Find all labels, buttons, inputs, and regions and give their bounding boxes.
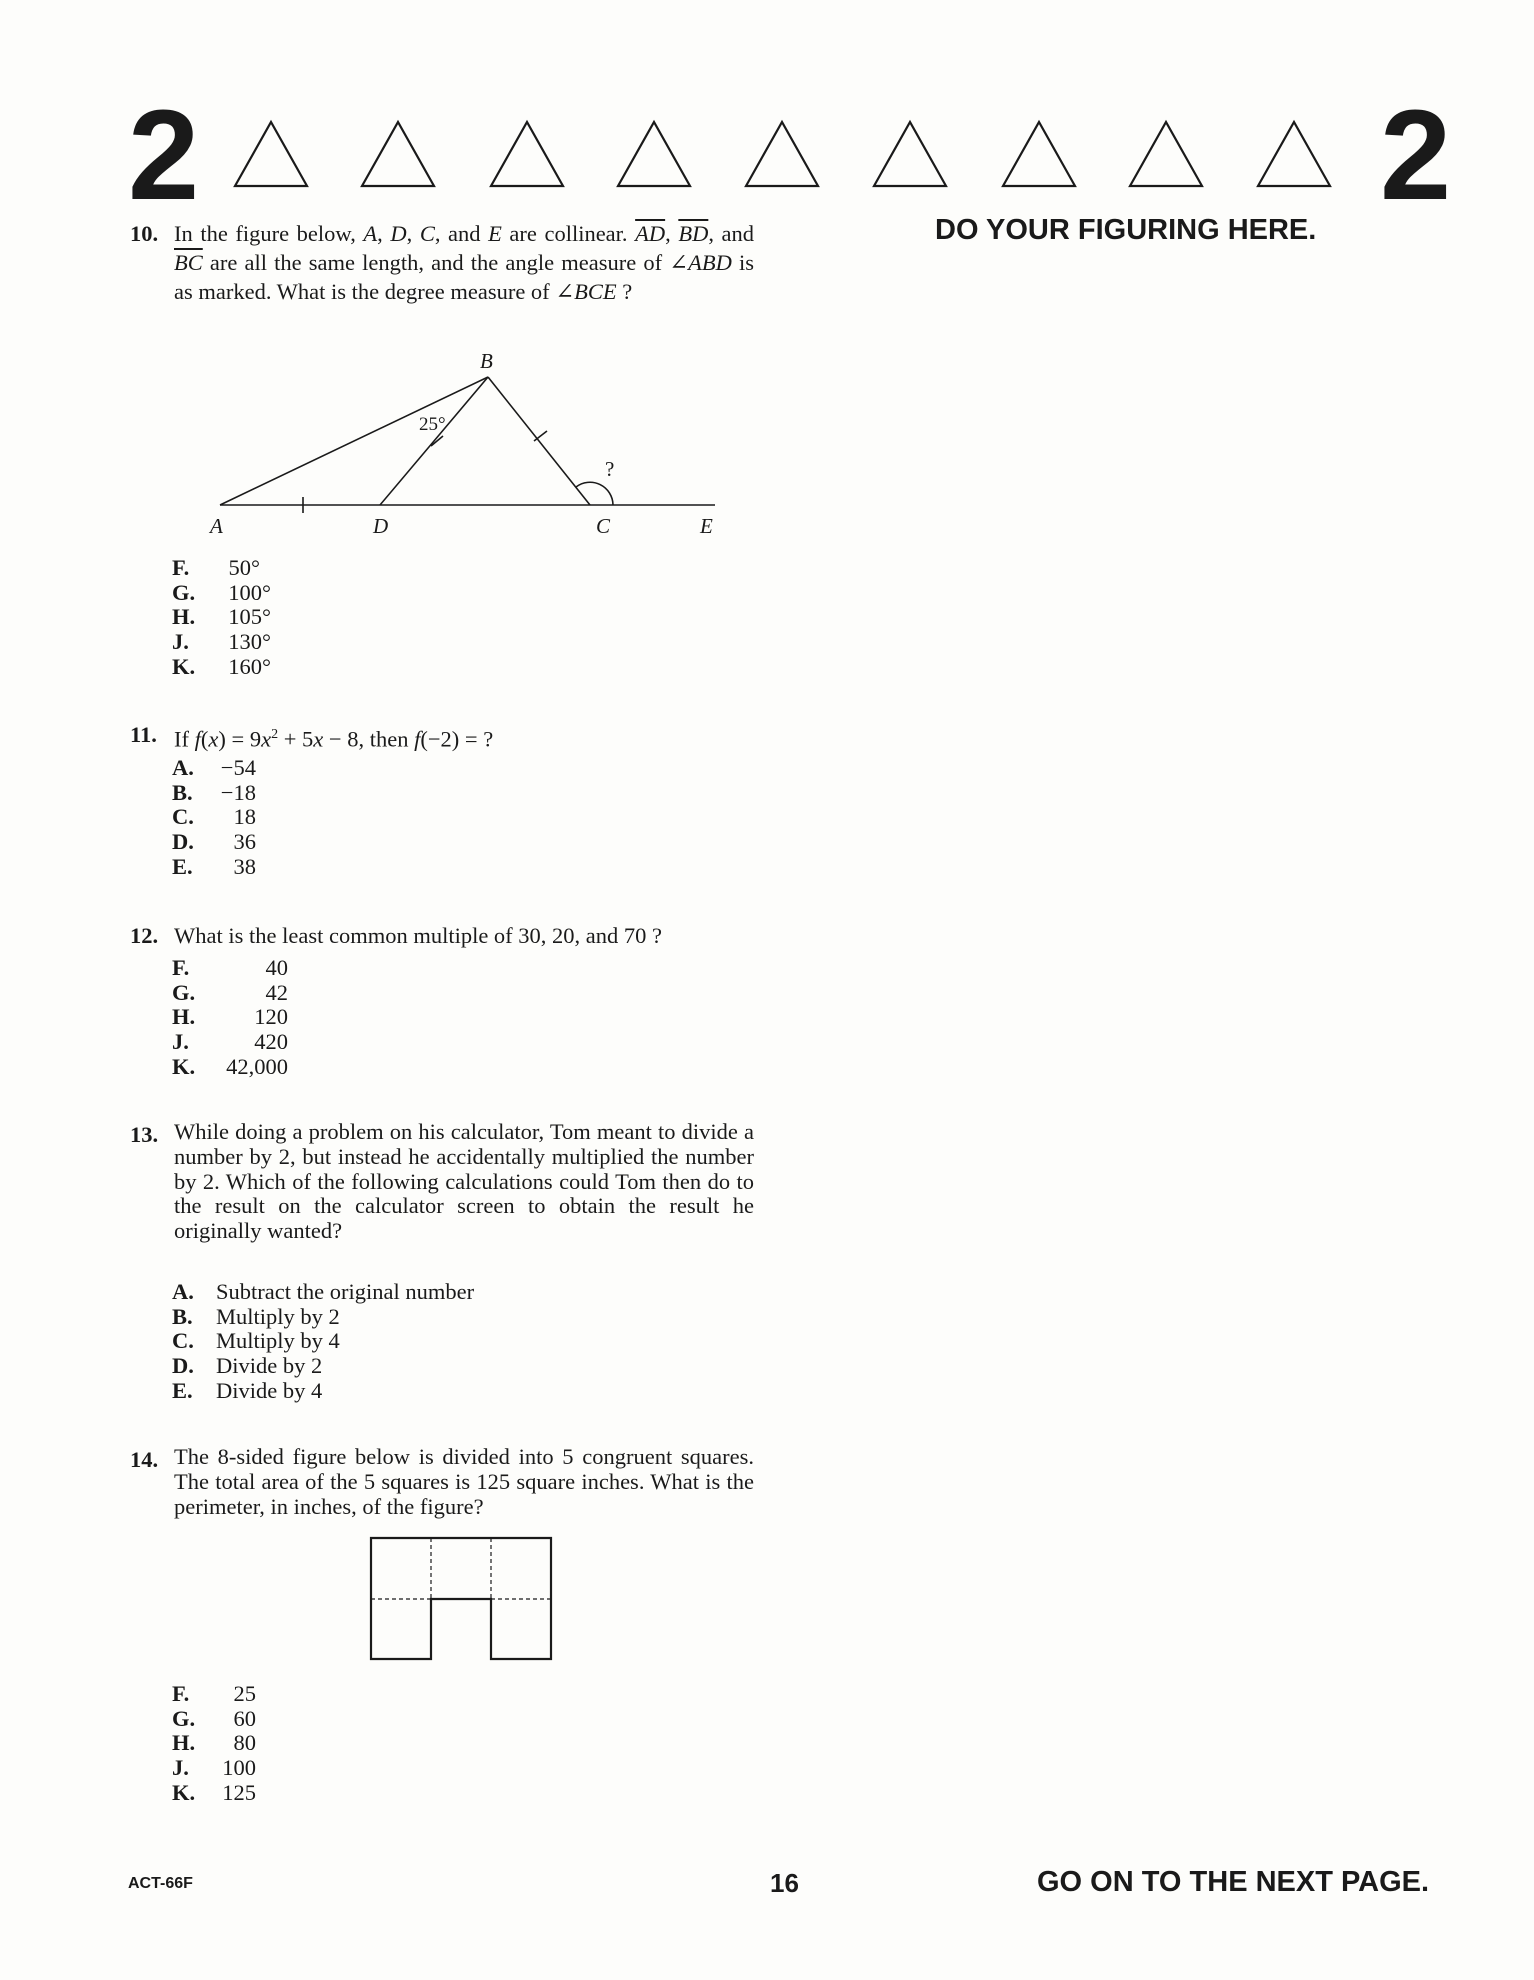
triangle-icon xyxy=(874,122,946,186)
question-stem-11: If $f(x) = 9x^2 + 5x - 8$, then f(−2) = ? xyxy=(174,726,494,752)
section-number-right: 2 xyxy=(1380,84,1452,227)
answer-choice[interactable]: H. 105° xyxy=(172,604,271,630)
answer-choice[interactable]: K. 42,000 xyxy=(172,1053,288,1079)
next-page-note: GO ON TO THE NEXT PAGE. xyxy=(1037,1866,1430,1898)
answer-choice[interactable]: J. 130° xyxy=(172,629,271,655)
segment-ad: $\overline{AD}$ xyxy=(635,221,666,246)
answer-choice[interactable]: E. 38 xyxy=(172,853,256,879)
question-number-11: 11. xyxy=(130,722,157,747)
unknown-angle-label: ? xyxy=(605,457,615,481)
answer-choice[interactable]: B. −18 xyxy=(172,779,256,805)
answer-choice[interactable]: A. Subtract the original number xyxy=(172,1279,475,1304)
answer-choice[interactable]: F. 40 xyxy=(172,955,288,980)
answer-choices-14 xyxy=(172,1682,256,1806)
segment-bc-line xyxy=(488,377,590,505)
answer-choice[interactable]: K. 125 xyxy=(172,1779,256,1805)
triangle-icon xyxy=(491,122,563,186)
answer-choice[interactable]: D. Divide by 2 xyxy=(172,1353,323,1379)
answer-choice[interactable]: H. 120 xyxy=(172,1004,288,1030)
question-number-10: 10. xyxy=(130,221,159,246)
triangle-icon xyxy=(1258,122,1330,186)
answer-choice[interactable]: G. 100° xyxy=(172,579,271,605)
triangle-icon xyxy=(618,122,690,186)
question-stem-10: In the figure below, A, D, C, and E are collinear. $\overline{AD}$, $\overline{BD}$, and $\overline{BC}$ are all the same length, and the angle measure of ∠ABD is as marked. What is the degree measure of ∠BCE ? xyxy=(174,221,755,304)
answer-choice[interactable]: G. 42 xyxy=(172,979,288,1005)
triangle-icon xyxy=(1130,122,1202,186)
label-a: A xyxy=(210,514,223,538)
triangle-icon xyxy=(235,122,307,186)
answer-choice[interactable]: J. 420 xyxy=(172,1029,288,1055)
question-stem-13: While doing a problem on his calculator, Tom meant to divide a number by 2, but instead he accidentally multiplied the number by 2. Which of the following calculations could Tom then do to the result on the calculator screen to obtain the result he originally wanted? xyxy=(174,1119,754,1244)
triangle-divider xyxy=(225,118,1365,190)
segment-bd: $\overline{BD}$ xyxy=(678,221,709,246)
label-e: E xyxy=(700,514,713,538)
segment-bd-line xyxy=(380,377,488,505)
triangle-figure xyxy=(190,340,750,550)
octagon-outline xyxy=(371,1538,551,1659)
answer-choice[interactable]: B. Multiply by 2 xyxy=(172,1303,340,1329)
triangle-icon xyxy=(746,122,818,186)
triangle-icon xyxy=(1003,122,1075,186)
question-number-12: 12. xyxy=(130,923,159,948)
segment-bc: $\overline{BC}$ xyxy=(174,250,203,275)
answer-choices-12 xyxy=(172,956,288,1080)
answer-choice[interactable]: H. 80 xyxy=(172,1730,256,1756)
squares-figure xyxy=(368,1535,558,1665)
page-number: 16 xyxy=(770,1868,799,1898)
figuring-note: DO YOUR FIGURING HERE. xyxy=(935,214,1317,246)
answer-choice[interactable]: G. 60 xyxy=(172,1705,256,1731)
answer-choice[interactable]: A. −54 xyxy=(172,755,256,780)
question-number-14: 14. xyxy=(130,1447,159,1472)
angle-label: 25° xyxy=(419,414,446,435)
question-stem-12: What is the least common multiple of 30, 20, and 70 ? xyxy=(174,923,663,948)
question-stem-14: The 8-sided figure below is divided into 5 congruent squares. The total area of the 5 squares is 125 square inches. What is the perimeter, in inches, of the figure? xyxy=(174,1444,754,1519)
answer-choice[interactable]: E. Divide by 4 xyxy=(172,1377,323,1403)
answer-choices-11 xyxy=(172,756,256,880)
label-d: D xyxy=(373,514,389,538)
form-code: ACT-66F xyxy=(128,1875,193,1892)
answer-choice[interactable]: F. 50° xyxy=(172,555,260,580)
answer-choice[interactable]: K. 160° xyxy=(172,653,271,679)
answer-choices-10 xyxy=(172,556,271,680)
segment-ab xyxy=(220,377,488,505)
answer-choice[interactable]: F. 25 xyxy=(172,1681,256,1706)
question-number-13: 13. xyxy=(130,1122,159,1147)
answer-choice[interactable]: D. 36 xyxy=(172,829,256,855)
answer-choice[interactable]: J. 100 xyxy=(172,1755,256,1781)
answer-choice[interactable]: C. Multiply by 4 xyxy=(172,1328,340,1354)
label-c: C xyxy=(596,514,611,538)
section-number-left: 2 xyxy=(128,84,200,227)
label-b: B xyxy=(480,349,493,373)
answer-choice[interactable]: C. 18 xyxy=(172,804,256,830)
answer-choices-13 xyxy=(172,1280,474,1404)
triangle-icon xyxy=(362,122,434,186)
